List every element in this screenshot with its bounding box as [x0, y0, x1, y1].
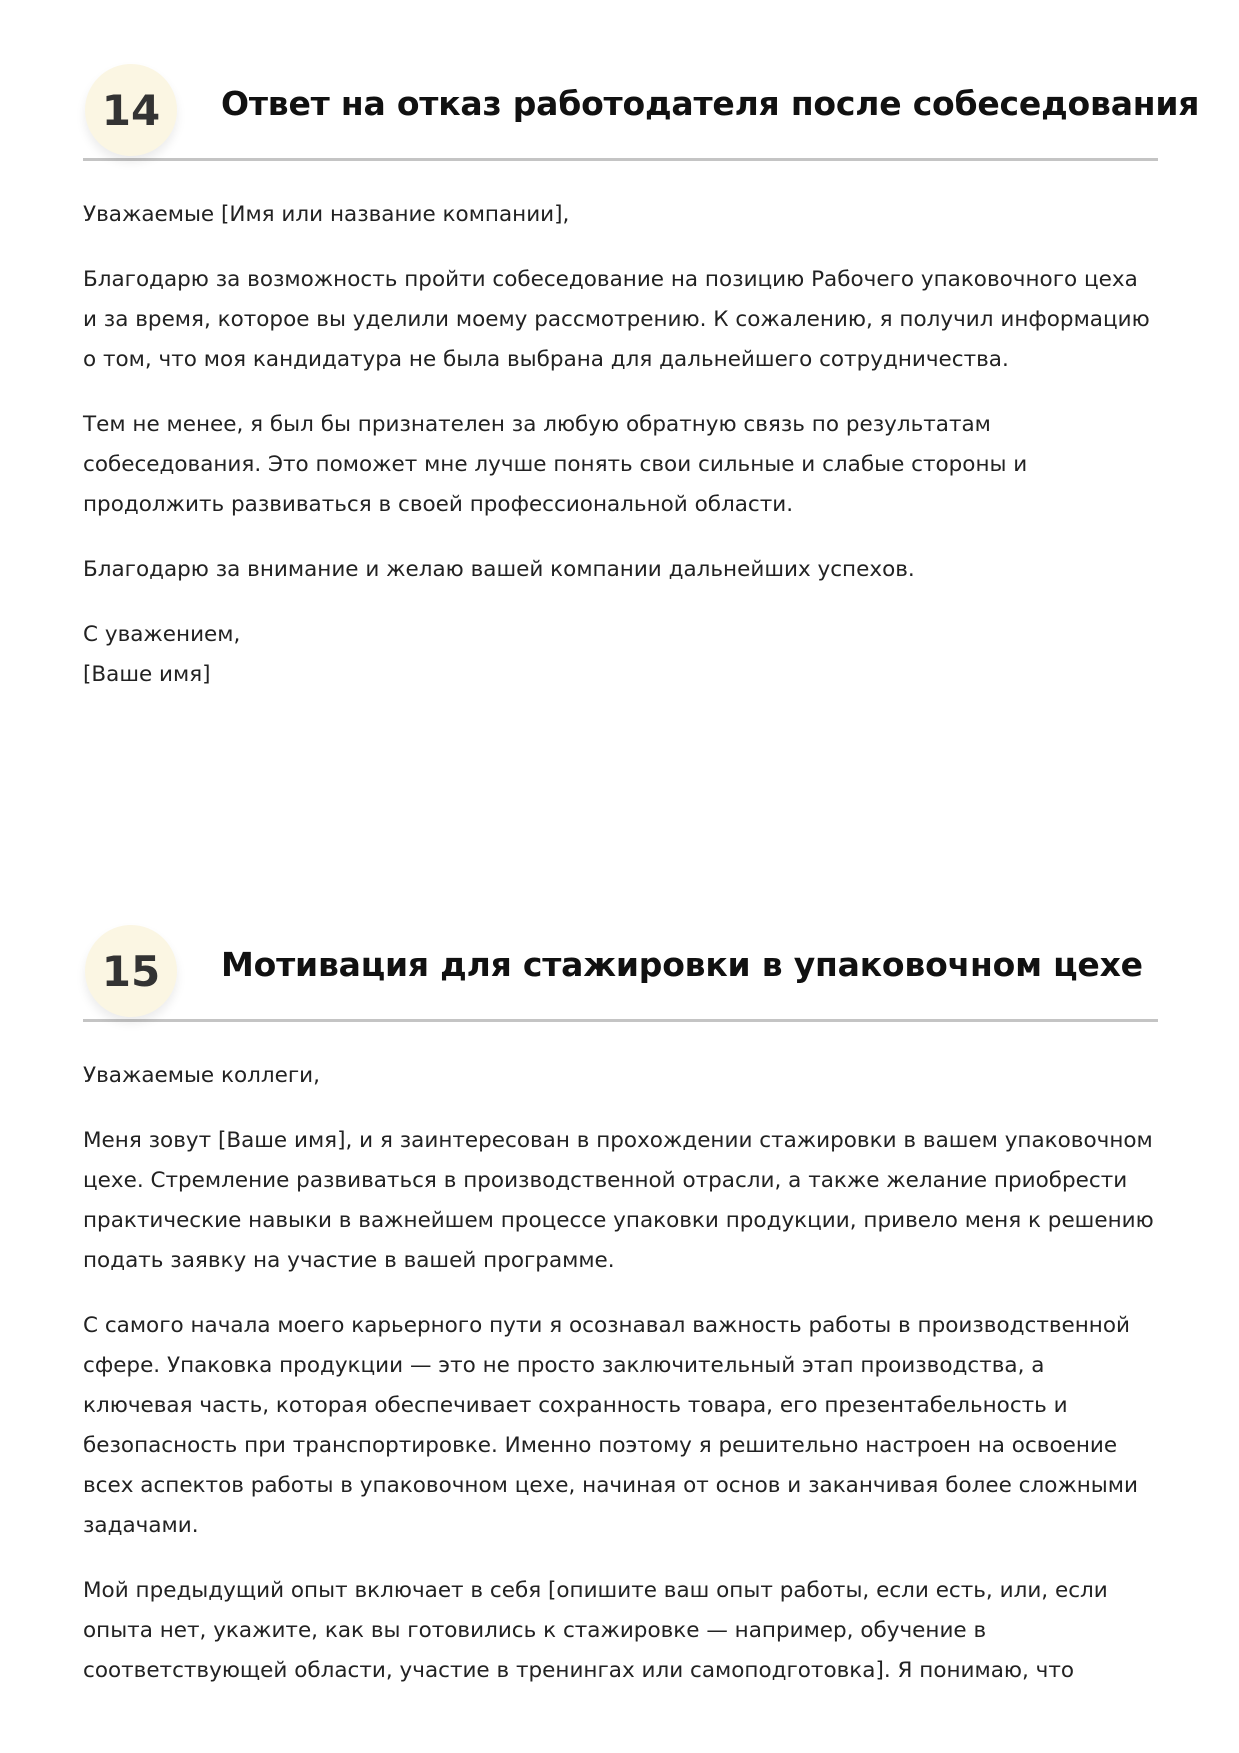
paragraph: Благодарю за внимание и желаю вашей компании дальнейших успехов. [83, 557, 915, 582]
paragraph: Тем не менее, я был бы признателен за любую обратную связь по результатам собеседования. Это поможет мне лучше понять свои сильные и слабые стороны и продолжить развиваться в своей профессиональной области. [83, 412, 1028, 517]
paragraph: С самого начала моего карьерного пути я осознавал важность работы в производственной сфере. Упаковка продукции — это не просто заключительный этап производства, а ключевая часть, которая обеспечивает сохранность товара, его презентабельность и безопасность при транспортировке. Именно поэтому я решительно настроен на освоение всех аспектов работы в упаковочном цехе, начиная от основ и заканчивая более сложными задачами. [83, 1313, 1138, 1538]
paragraph: Мой предыдущий опыт включает в себя [опишите ваш опыт работы, если есть, или, если опыта нет, укажите, как вы готовились к стажировке — например, обучение в соответствующей области, участие в тренингах или самоподготовка]. Я понимаю, что [83, 1578, 1108, 1683]
section-number-badge: 15 [85, 925, 177, 1017]
signature-block [83, 615, 1158, 695]
section-header [83, 913, 1158, 1022]
section-number-badge: 14 [85, 64, 177, 156]
paragraph: Уважаемые коллеги, [83, 1063, 320, 1088]
paragraph: Меня зовут [Ваше имя], и я заинтересован в прохождении стажировки в вашем упаковочном цехе. Стремление развиваться в производственной отрасли, а также желание приобрести практические навыки в важнейшем процессе упаковки продукции, привело меня к решению подать заявку на участие в вашей программе. [83, 1128, 1154, 1273]
letter-body [83, 161, 1158, 695]
section-title: Мотивация для стажировки в упаковочном цехе [221, 945, 1143, 984]
paragraph: Благодарю за возможность пройти собеседование на позицию Рабочего упаковочного цеха и за время, которое вы уделили моему рассмотрению. К сожалению, я получил информацию о том, что моя кандидатура не была выбрана для дальнейшего сотрудничества. [83, 267, 1150, 372]
section-15 [83, 913, 1158, 1716]
paragraph: Уважаемые [Имя или название компании], [83, 202, 570, 227]
section-title: Ответ на отказ работодателя после собеседования [221, 84, 1200, 123]
closing: С уважением, [83, 622, 241, 647]
letter-body [83, 1022, 1158, 1691]
section-14 [83, 52, 1200, 720]
signature: [Ваше имя] [83, 662, 211, 687]
section-header [83, 52, 1200, 161]
